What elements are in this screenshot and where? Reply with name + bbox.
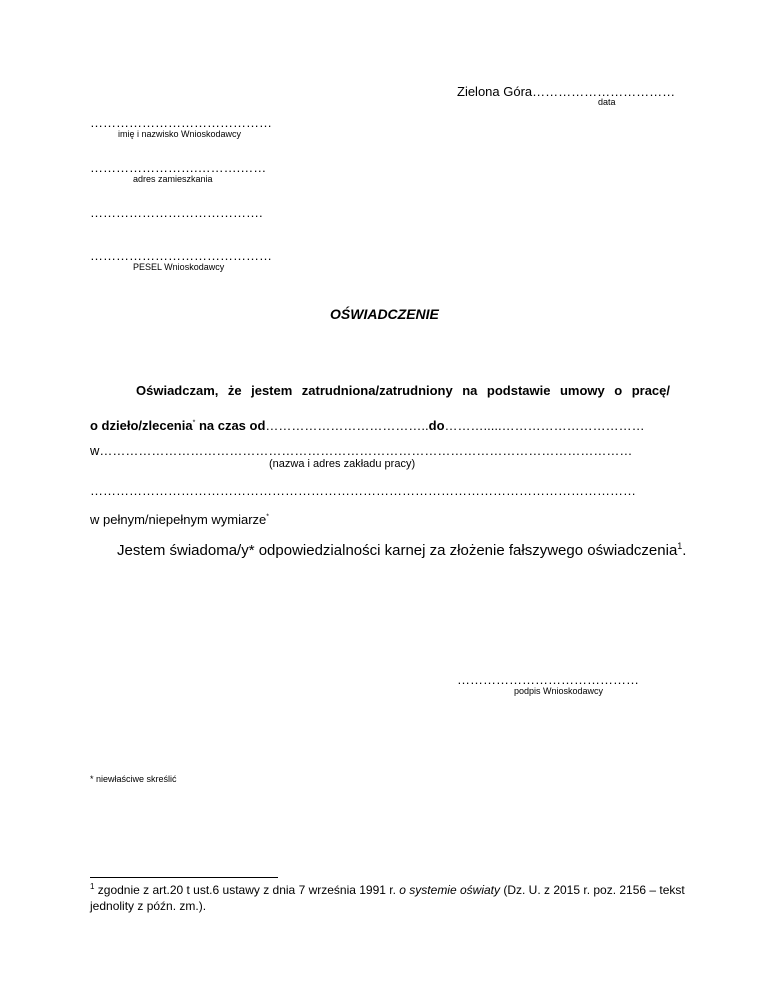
liability-text: Jestem świadoma/y* odpowiedzialności karnej za złożenie fałszywego oświadczenia [117, 542, 678, 559]
contract-types: o dzieło/zlecenia [90, 418, 193, 433]
applicant-name-label: imię i nazwisko Wnioskodawcy [118, 129, 242, 139]
work-time-text: w pełnym/niepełnym wymiarze [90, 512, 267, 527]
date-field[interactable]: …………………………… [532, 84, 676, 99]
applicant-name-field[interactable]: …………………………………… [90, 115, 272, 130]
signature-field[interactable]: …………………………………… [457, 672, 639, 687]
workplace-label: (nazwa i adres zakładu pracy) [269, 458, 416, 470]
period-to-text: do [428, 418, 445, 433]
date-to-field[interactable]: ……….....…………………………… [444, 418, 645, 433]
asterisk-mark-2: * [266, 513, 270, 521]
footnote-text-a: zgodnie z art.20 t ust.6 ustawy z dnia 7 września 1991 r. [94, 883, 400, 897]
body-line-3 [90, 443, 632, 458]
signature-label: podpis Wnioskodawcy [514, 686, 604, 696]
body-line-2 [90, 418, 645, 433]
address-field[interactable]: …………………….……….…… [90, 160, 267, 175]
workplace-field-2[interactable]: ……………………………………………………………………………………………………………… [90, 483, 636, 498]
workplace-field[interactable]: …………………………………………………………………………………………………………… [99, 443, 633, 458]
footnote-ref: 1 [677, 541, 683, 551]
place-name: Zielona Góra [457, 84, 533, 99]
body-line-5 [90, 512, 269, 527]
address-label: adres zamieszkania [133, 174, 213, 184]
pesel-field[interactable]: …………………………………… [90, 248, 272, 263]
pesel-label: PESEL Wnioskodawcy [133, 262, 225, 272]
footnote-text-italic: o systemie oświaty [399, 883, 500, 897]
liability-statement [117, 542, 686, 559]
workplace-prefix: w [90, 443, 100, 458]
asterisk-mark: * [192, 419, 196, 427]
footnote-line-2: jednolity z późn. zm.). [90, 899, 207, 913]
footnote-separator [90, 877, 278, 878]
footnote-line-1 [90, 883, 685, 897]
period-from-text: na czas od [195, 418, 266, 433]
statement-period: . [682, 542, 687, 559]
document-title: OŚWIADCZENIE [330, 306, 439, 322]
date-from-field[interactable]: ……………………………….. [265, 418, 429, 433]
address-field-2[interactable]: …………………………………. [90, 205, 263, 220]
body-line-1: Oświadczam, że jestem zatrudniona/zatrudniony na podstawie umowy o pracę/ [136, 383, 670, 398]
place-date-line [457, 84, 675, 99]
footnote-marker: 1 [90, 882, 95, 891]
footnote-text-b: (Dz. U. z 2015 r. poz. 2156 – tekst [500, 883, 685, 897]
date-label: data [598, 97, 616, 107]
strike-note: * niewłaściwe skreślić [90, 774, 177, 784]
